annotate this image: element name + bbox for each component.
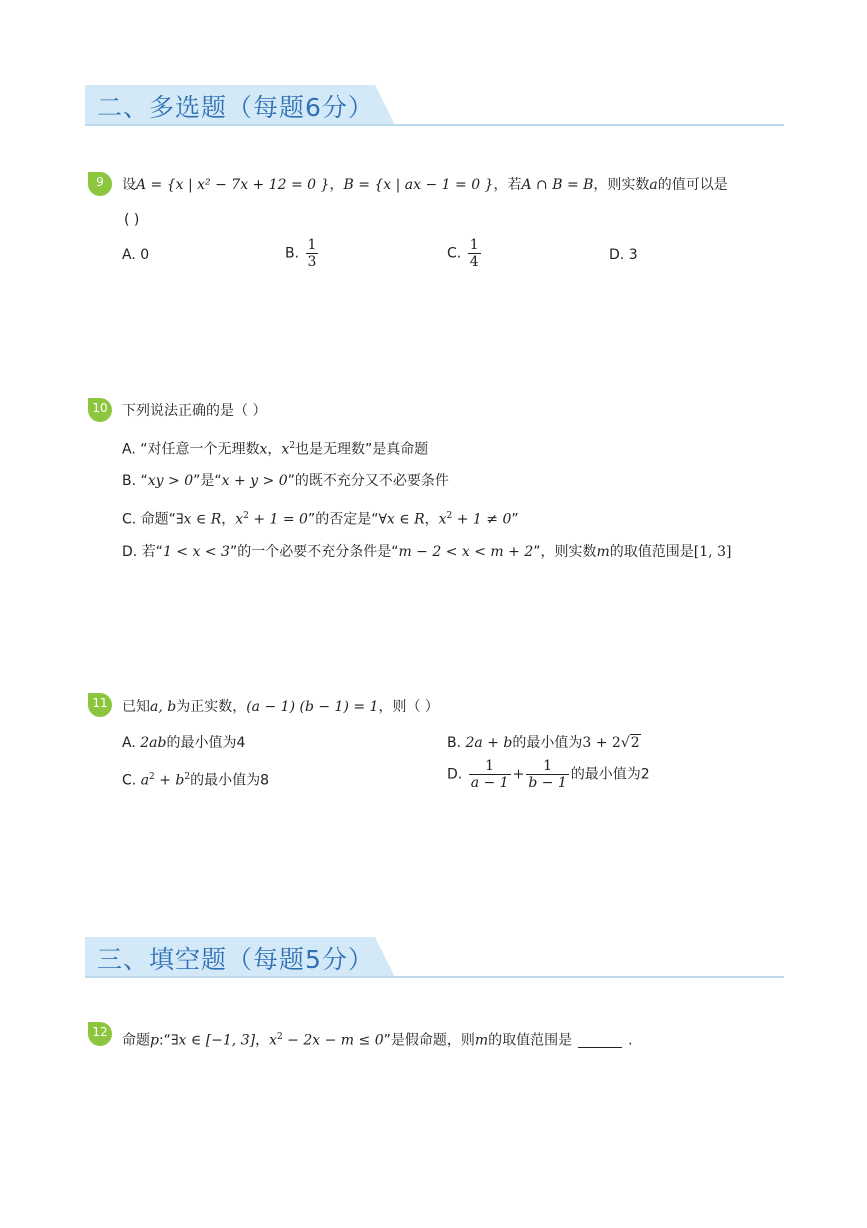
math: x + y > 0 [221, 473, 288, 489]
option-label: A. [122, 247, 136, 263]
math: − 2x − m ≤ 0 [282, 1032, 384, 1049]
option-text: ”，则实数 [533, 544, 597, 560]
option-label: D. [122, 544, 138, 560]
stem-text: ，则（ ） [378, 699, 439, 715]
stem-text: 为正实数， [176, 699, 247, 715]
option-a[interactable] [122, 733, 245, 753]
math: m − 2 < x < m + 2 [398, 544, 534, 560]
math: ∀x ∈ R [378, 511, 425, 528]
question-number: 12 [92, 1025, 108, 1039]
option-label: B. [122, 473, 137, 489]
exponent: 2 [243, 511, 249, 521]
math: a, b [150, 699, 177, 715]
option-label: A. [122, 735, 136, 751]
stem-text: ， [329, 177, 344, 193]
option-text: 若“ [141, 544, 163, 560]
stem-text: . [628, 1032, 633, 1049]
option-text: 的最小值为2 [570, 766, 650, 783]
option-value: 0 [140, 247, 150, 263]
option-d[interactable] [447, 758, 650, 791]
answer-blank[interactable] [578, 1033, 622, 1048]
exponent: 2 [289, 441, 296, 451]
math: x [269, 1032, 277, 1049]
math: + b [154, 772, 185, 789]
denominator: a − 1 [470, 775, 509, 791]
exponent: 2 [276, 1032, 283, 1042]
stem-text: ，则实数 [593, 177, 650, 193]
option-d[interactable] [122, 542, 731, 562]
option-text: 也是无理数”是真命题 [295, 441, 429, 458]
option-label: B. [447, 735, 462, 751]
stem-text: ”是假命题，则 [383, 1032, 475, 1049]
option-d[interactable] [609, 245, 638, 265]
section-header-multiple-choice [85, 85, 395, 125]
stem-text: 命题 [122, 1032, 150, 1049]
denominator: 3 [307, 254, 317, 270]
section-divider [85, 976, 784, 978]
fraction [526, 758, 569, 791]
question-number: 11 [92, 696, 108, 710]
math: p [150, 1032, 159, 1049]
option-text: ”的一个必要不充分条件是“ [229, 544, 399, 560]
option-text: 的最小值为 [512, 735, 583, 751]
math: 3 + 2 [582, 735, 621, 751]
stem-text: ，若 [493, 177, 522, 193]
option-text: ”的既不充分又不必要条件 [287, 473, 449, 489]
option-value: 3 [628, 247, 638, 263]
math: + 1 = 0 [248, 511, 308, 528]
question-number: 10 [92, 401, 108, 415]
option-text: ， [267, 441, 282, 458]
stem-text: 的取值范围是 [488, 1032, 573, 1049]
section-header-fill-in [85, 937, 395, 977]
question-12-stem [122, 1027, 633, 1051]
numerator: 1 [526, 758, 569, 775]
variable: a [649, 177, 658, 193]
option-b[interactable] [285, 237, 320, 270]
math: x [259, 441, 268, 458]
option-text: 命题“ [140, 511, 176, 528]
math: [1, 3] [693, 544, 732, 560]
stem-text: 已知 [122, 699, 150, 715]
option-label: D. [609, 247, 625, 263]
set-b-expression: B = {x | ax − 1 = 0 } [343, 177, 494, 193]
stem-text: ， [255, 1032, 270, 1049]
denominator: b − 1 [528, 775, 567, 791]
stem-text: :“ [158, 1032, 171, 1049]
option-b[interactable] [447, 733, 641, 753]
option-text: 的最小值为8 [190, 772, 270, 789]
math: x [438, 511, 447, 528]
question-number-badge [88, 693, 112, 717]
math: 2ab [140, 735, 167, 751]
question-number: 9 [96, 175, 104, 189]
option-text: ， [221, 511, 236, 528]
option-text: ”的否定是“ [307, 511, 379, 528]
numerator: 1 [469, 237, 479, 253]
plus-sign: + [512, 766, 525, 783]
option-c[interactable] [447, 237, 483, 270]
option-text: ” [511, 511, 519, 528]
stem-text: 设 [122, 177, 136, 193]
math: xy > 0 [147, 473, 194, 489]
option-c[interactable] [122, 767, 269, 791]
denominator: 4 [469, 254, 479, 270]
question-10-stem: 下列说法正确的是（ ） [122, 403, 267, 419]
question-number-badge [88, 398, 112, 422]
sqrt-sign: √ [620, 735, 630, 751]
option-a[interactable] [122, 436, 428, 460]
math: m [596, 544, 610, 560]
option-b[interactable] [122, 471, 449, 491]
numerator: 1 [469, 758, 511, 775]
numerator: 1 [307, 237, 317, 253]
fraction [468, 237, 481, 270]
option-label: A. [122, 441, 136, 458]
math: ∃x ∈ R [175, 511, 222, 528]
section-title: 二、多选题（每题6分） [97, 93, 374, 122]
section-title: 三、填空题（每题5分） [97, 945, 374, 974]
exponent: 2 [184, 772, 191, 782]
question-number-badge [88, 1022, 112, 1046]
option-text: ， [424, 511, 439, 528]
option-text: 的取值范围是 [609, 544, 694, 560]
math: ∃x ∈ [−1, 3] [170, 1032, 256, 1049]
option-label: C. [447, 245, 462, 262]
set-a-expression: A = {x | x² − 7x + 12 = 0 } [136, 177, 330, 193]
math: + 1 ≠ 0 [452, 511, 512, 528]
math: (a − 1) (b − 1) = 1 [246, 699, 379, 715]
math: a [140, 772, 150, 789]
option-a[interactable] [122, 245, 149, 265]
section-divider [85, 124, 784, 126]
question-number-badge [88, 172, 112, 196]
exponent: 2 [149, 772, 155, 782]
option-label: C. [122, 511, 137, 528]
math: m [474, 1032, 489, 1049]
fraction [469, 758, 511, 791]
question-9-stem [122, 175, 728, 195]
option-text: 的最小值为4 [166, 735, 246, 751]
math: 1 < x < 3 [162, 544, 230, 560]
option-label: C. [122, 772, 137, 789]
question-11-stem [122, 697, 439, 717]
condition-expression: A ∩ B = B [521, 177, 594, 193]
answer-parenthesis: ( ) [124, 212, 140, 228]
fraction [306, 237, 319, 270]
radicand: 2 [630, 735, 640, 751]
option-text: ”是“ [193, 473, 222, 489]
option-label: D. [447, 766, 463, 783]
option-text: “对任意一个无理数 [140, 441, 260, 458]
math: x [235, 511, 244, 528]
option-label: B. [285, 245, 300, 262]
stem-text: 的值可以是 [657, 177, 728, 193]
option-text: “ [140, 473, 148, 489]
option-c[interactable] [122, 506, 519, 530]
math: x [281, 441, 290, 458]
math: 2a + b [465, 735, 513, 751]
exponent: 2 [446, 511, 453, 521]
